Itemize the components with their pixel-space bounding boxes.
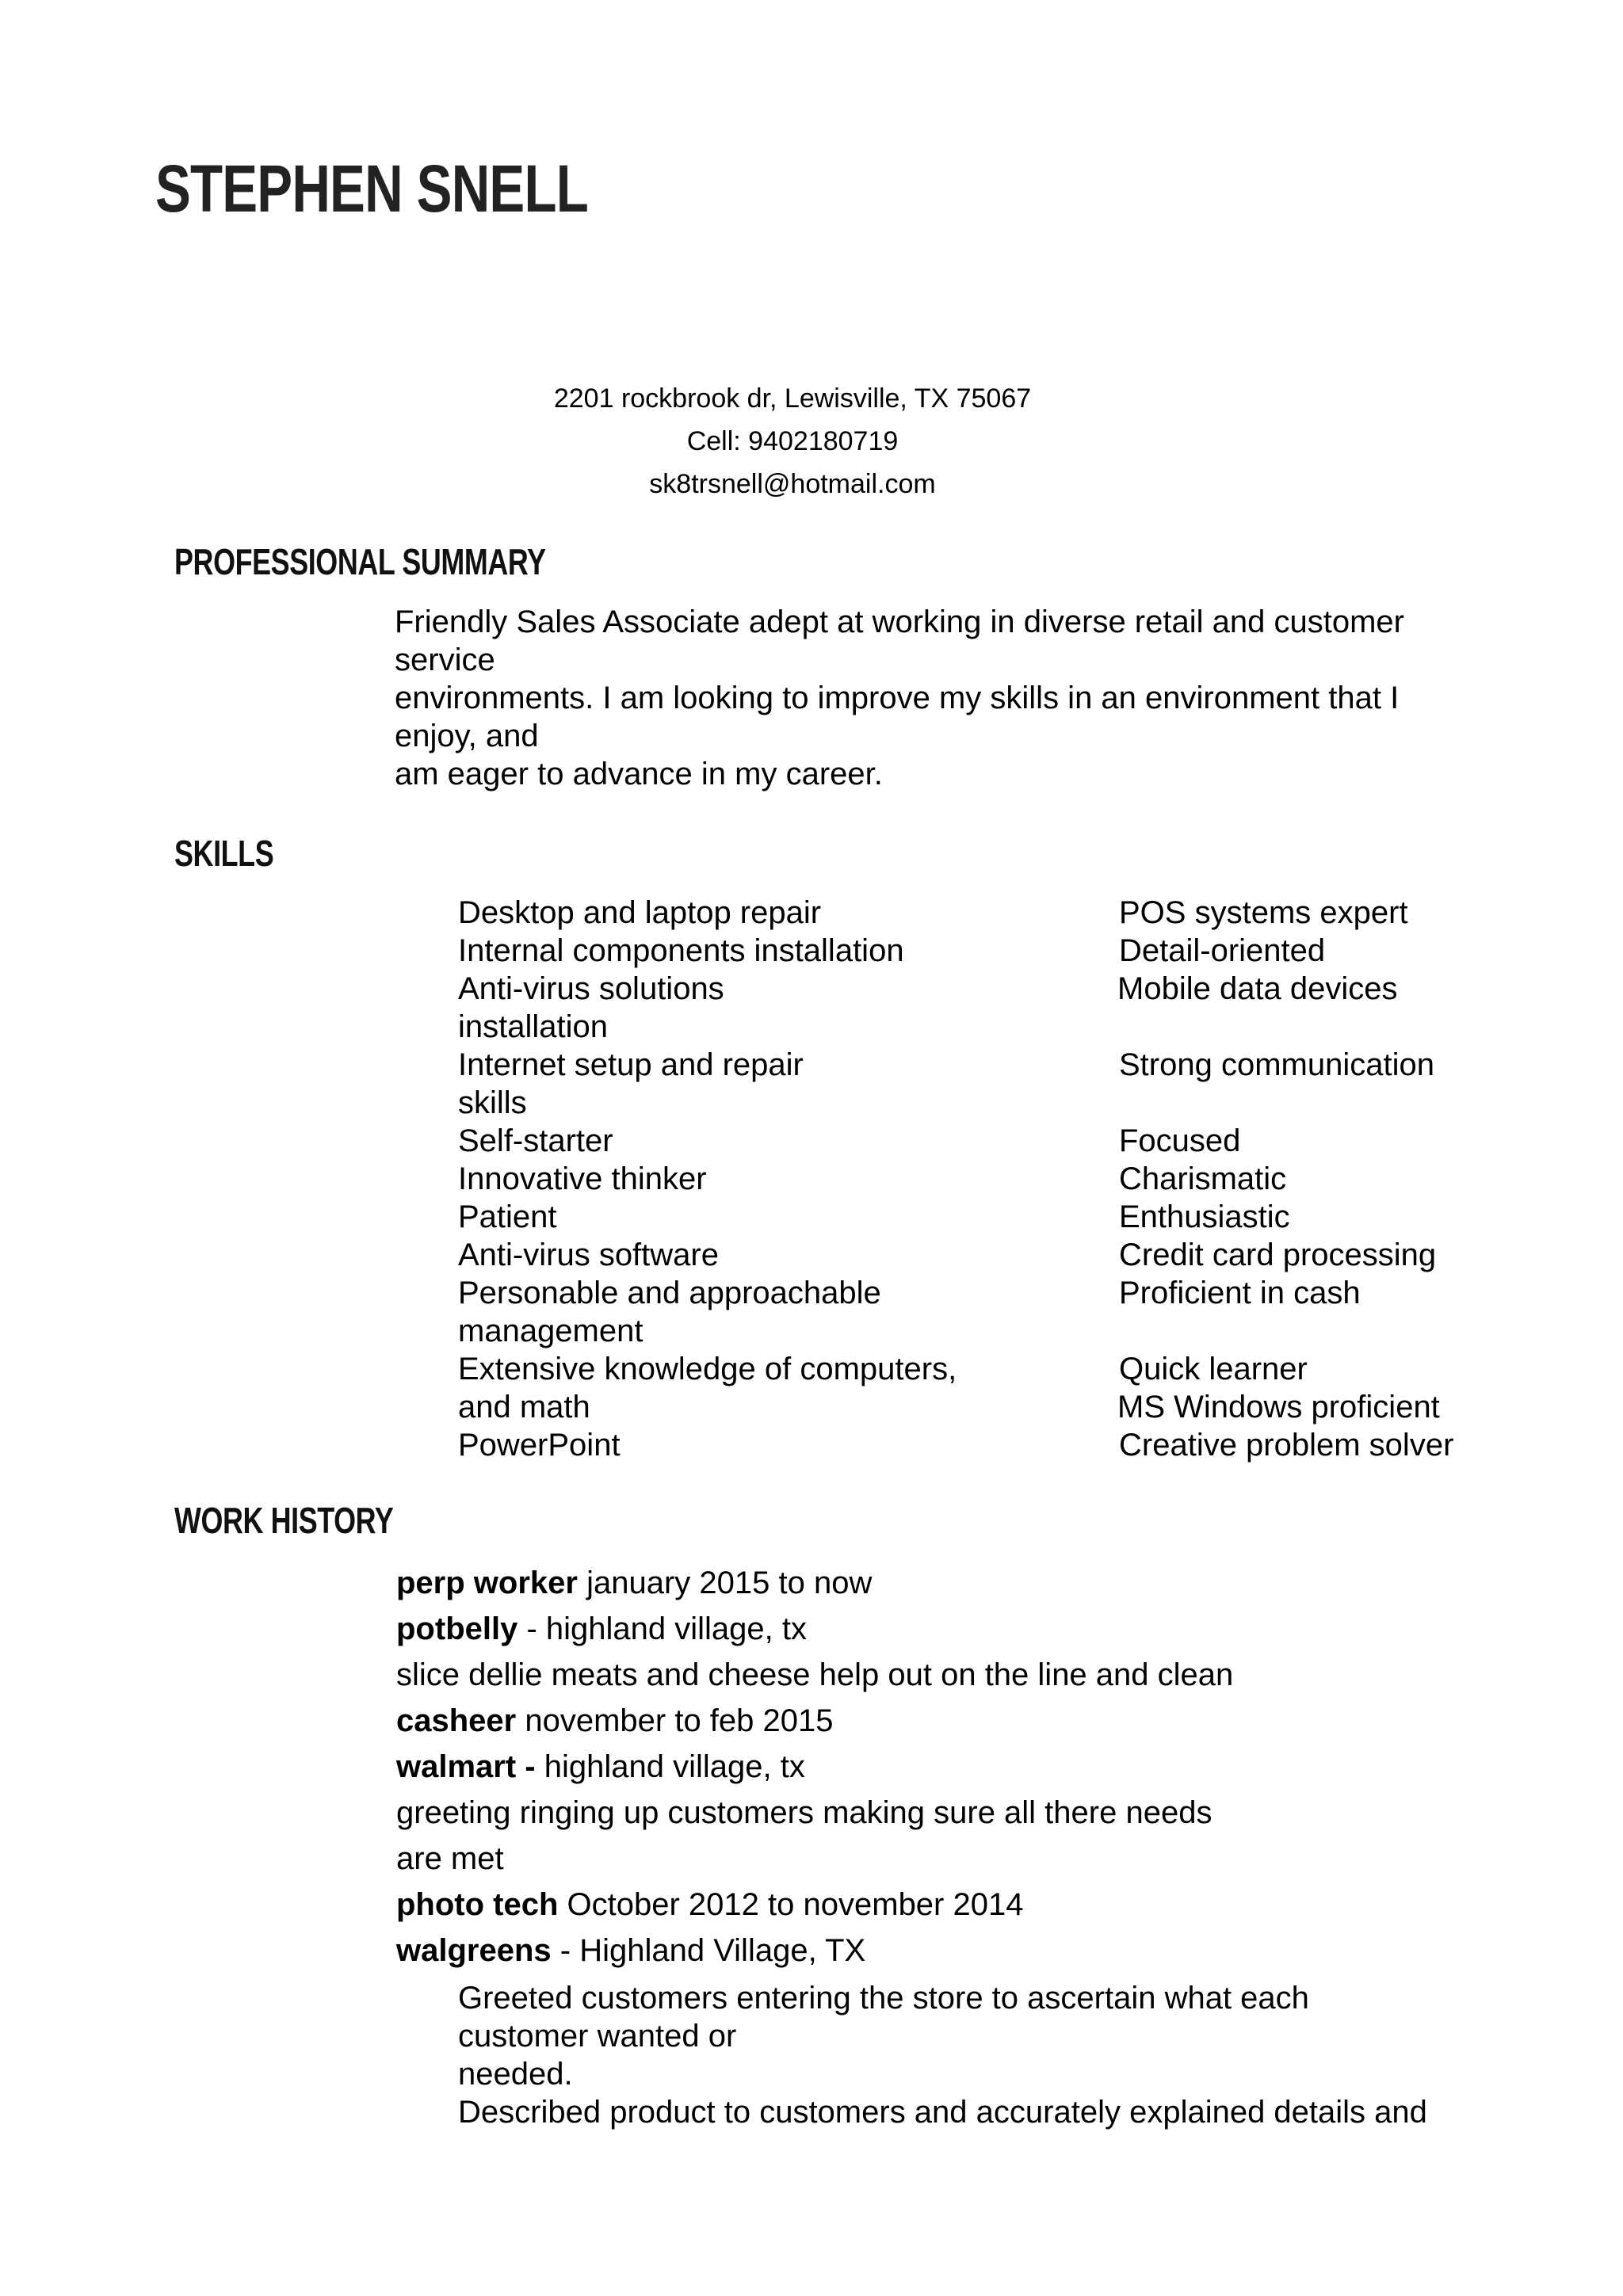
summary-line: Friendly Sales Associate adept at working in diverse retail and customer: [395, 605, 1404, 639]
job-title: casheer: [396, 1703, 517, 1738]
skill-item: Internet setup and repair: [458, 1047, 804, 1082]
skill-item: Extensive knowledge of computers,: [458, 1352, 957, 1386]
skill-item: Proficient in cash: [1119, 1276, 1361, 1310]
skills-heading: SKILLS: [174, 833, 274, 874]
skill-item: installation: [458, 1009, 609, 1044]
skill-item: Strong communication: [1119, 1047, 1434, 1082]
skill-item: Innovative thinker: [458, 1161, 707, 1196]
contact-cell: Cell: 9402180719: [686, 426, 899, 456]
work-heading: WORK HISTORY: [174, 1500, 394, 1541]
skill-item: management: [458, 1314, 643, 1348]
job-title-line: [396, 1567, 872, 1599]
job-description: Greeted customers entering the store to ascertain what each: [458, 1981, 1309, 2016]
job-description: needed.: [458, 2057, 573, 2092]
skill-item: Self-starter: [458, 1123, 613, 1158]
skill-item: Enthusiastic: [1119, 1199, 1290, 1234]
job-dates: October 2012 to november 2014: [558, 1887, 1024, 1922]
job-dates: november to feb 2015: [516, 1703, 834, 1738]
skill-item: Desktop and laptop repair: [458, 895, 822, 930]
job-title: perp worker: [396, 1566, 578, 1600]
job-employer-line: [396, 1751, 805, 1783]
job-description: greeting ringing up customers making sure all there needs: [396, 1795, 1212, 1830]
skill-item: Focused: [1119, 1123, 1241, 1158]
job-title: photo tech: [396, 1887, 559, 1922]
skill-item: Patient: [458, 1199, 557, 1234]
skill-item: Personable and approachable: [458, 1276, 881, 1310]
skill-item: skills: [458, 1085, 527, 1120]
job-description: are met: [396, 1841, 504, 1876]
skill-item: Credit card processing: [1119, 1238, 1437, 1272]
job-title-line: [396, 1889, 1023, 1920]
contact-email: sk8trsnell@hotmail.com: [649, 469, 936, 499]
job-employer: walgreens: [396, 1933, 552, 1968]
job-employer-line: [396, 1613, 807, 1645]
candidate-name: STEPHEN SNELL: [155, 151, 588, 226]
skill-item: Creative problem solver: [1119, 1428, 1454, 1463]
skill-item: Quick learner: [1119, 1352, 1308, 1386]
skill-item: POS systems expert: [1119, 895, 1408, 930]
summary-line: enjoy, and: [395, 719, 539, 753]
summary-line: am eager to advance in my career.: [395, 757, 883, 791]
summary-heading: PROFESSIONAL SUMMARY: [174, 541, 546, 582]
skill-item: Anti-virus solutions: [458, 971, 724, 1006]
summary-line: environments. I am looking to improve my skills in an environment that I: [395, 681, 1400, 715]
job-employer: walmart -: [396, 1749, 536, 1784]
skill-item: and math: [458, 1390, 590, 1425]
summary-line: service: [395, 643, 495, 677]
job-description: slice dellie meats and cheese help out on the line and clean: [396, 1657, 1234, 1692]
job-location: highland village, tx: [535, 1749, 805, 1784]
job-location: - Highland Village, TX: [551, 1933, 866, 1968]
skill-item: Charismatic: [1119, 1161, 1287, 1196]
job-employer-line: [396, 1935, 865, 1966]
job-title-line: [396, 1705, 834, 1737]
skill-item: PowerPoint: [458, 1428, 621, 1463]
skill-item: Anti-virus software: [458, 1238, 719, 1272]
job-location: - highland village, tx: [517, 1611, 807, 1646]
skill-item: Mobile data devices: [1117, 971, 1398, 1006]
contact-address: 2201 rockbrook dr, Lewisville, TX 75067: [553, 383, 1032, 414]
job-description: customer wanted or: [458, 2019, 737, 2054]
skill-item: Internal components installation: [458, 933, 904, 968]
job-dates: january 2015 to now: [577, 1566, 873, 1600]
job-description: Described product to customers and accurately explained details and: [458, 2095, 1427, 2130]
skill-item: MS Windows proficient: [1117, 1390, 1440, 1425]
job-employer: potbelly: [396, 1611, 518, 1646]
skill-item: Detail-oriented: [1119, 933, 1326, 968]
